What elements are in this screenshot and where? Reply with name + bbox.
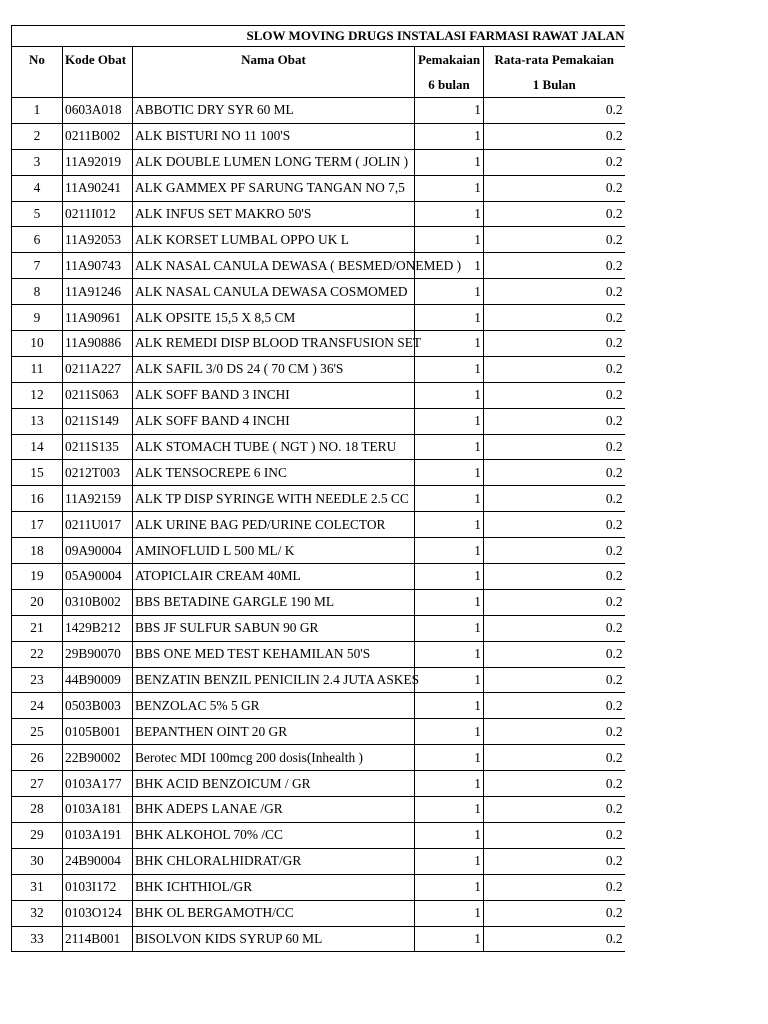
cell-no: 13 xyxy=(12,408,63,434)
cell-nama-obat: ALK NASAL CANULA DEWASA COSMOMED xyxy=(133,279,415,305)
cell-kode-obat: 0211A227 xyxy=(63,356,133,382)
cell-rata-rata: 0.2 xyxy=(484,201,625,227)
cell-no: 1 xyxy=(12,98,63,124)
table-row xyxy=(12,253,625,279)
cell-kode-obat: 0211U017 xyxy=(63,512,133,538)
table-row xyxy=(12,771,625,797)
cell-nama-obat: ALK GAMMEX PF SARUNG TANGAN NO 7,5 xyxy=(133,175,415,201)
cell-kode-obat: 11A90241 xyxy=(63,175,133,201)
cell-rata-rata: 0.2 xyxy=(484,149,625,175)
cell-rata-rata: 0.2 xyxy=(484,279,625,305)
cell-kode-obat: 2114B001 xyxy=(63,926,133,952)
table-row xyxy=(12,745,625,771)
cell-nama-obat: BEPANTHEN OINT 20 GR xyxy=(133,719,415,745)
cell-kode-obat: 24B90004 xyxy=(63,848,133,874)
cell-pemakaian: 1 xyxy=(415,227,484,253)
cell-no: 30 xyxy=(12,848,63,874)
table-row xyxy=(12,175,625,201)
cell-no: 6 xyxy=(12,227,63,253)
cell-nama-obat: ALK KORSET LUMBAL OPPO UK L xyxy=(133,227,415,253)
cell-nama-obat: BBS BETADINE GARGLE 190 ML xyxy=(133,589,415,615)
cell-rata-rata: 0.2 xyxy=(484,175,625,201)
table-row xyxy=(12,123,625,149)
cell-kode-obat: 0211S135 xyxy=(63,434,133,460)
cell-pemakaian: 1 xyxy=(415,771,484,797)
cell-kode-obat: 0603A018 xyxy=(63,98,133,124)
cell-kode-obat: 0211I012 xyxy=(63,201,133,227)
table-row xyxy=(12,460,625,486)
cell-nama-obat: ALK OPSITE 15,5 X 8,5 CM xyxy=(133,305,415,331)
cell-no: 24 xyxy=(12,693,63,719)
cell-kode-obat: 0211S149 xyxy=(63,408,133,434)
table-row xyxy=(12,408,625,434)
cell-rata-rata: 0.2 xyxy=(484,486,625,512)
table-row xyxy=(12,538,625,564)
cell-rata-rata: 0.2 xyxy=(484,822,625,848)
cell-pemakaian: 1 xyxy=(415,797,484,823)
cell-rata-rata: 0.2 xyxy=(484,564,625,590)
table-row xyxy=(12,822,625,848)
cell-rata-rata: 0.2 xyxy=(484,719,625,745)
header-pemakaian-period: 6 bulan xyxy=(415,73,484,98)
cell-nama-obat: ALK INFUS SET MAKRO 50'S xyxy=(133,201,415,227)
cell-pemakaian: 1 xyxy=(415,641,484,667)
cell-pemakaian: 1 xyxy=(415,564,484,590)
table-row xyxy=(12,279,625,305)
cell-no: 28 xyxy=(12,797,63,823)
header-rata-period: 1 Bulan xyxy=(484,73,625,98)
cell-no: 9 xyxy=(12,305,63,331)
cell-rata-rata: 0.2 xyxy=(484,227,625,253)
cell-rata-rata: 0.2 xyxy=(484,512,625,538)
cell-nama-obat: ATOPICLAIR CREAM 40ML xyxy=(133,564,415,590)
cell-nama-obat: ALK SOFF BAND 3 INCHI xyxy=(133,382,415,408)
cell-rata-rata: 0.2 xyxy=(484,615,625,641)
cell-no: 5 xyxy=(12,201,63,227)
cell-pemakaian: 1 xyxy=(415,926,484,952)
cell-kode-obat: 0310B002 xyxy=(63,589,133,615)
table-row xyxy=(12,486,625,512)
table-row xyxy=(12,305,625,331)
cell-kode-obat: 22B90002 xyxy=(63,745,133,771)
cell-kode-obat: 44B90009 xyxy=(63,667,133,693)
cell-pemakaian: 1 xyxy=(415,693,484,719)
cell-kode-obat: 11A90961 xyxy=(63,305,133,331)
cell-pemakaian: 1 xyxy=(415,279,484,305)
cell-nama-obat: BENZATIN BENZIL PENICILIN 2.4 JUTA ASKES xyxy=(133,667,415,693)
header-rata-rata: Rata-rata Pemakaian xyxy=(484,47,625,74)
table-row xyxy=(12,331,625,357)
cell-nama-obat: BISOLVON KIDS SYRUP 60 ML xyxy=(133,926,415,952)
cell-pemakaian: 1 xyxy=(415,822,484,848)
cell-no: 23 xyxy=(12,667,63,693)
cell-pemakaian: 1 xyxy=(415,460,484,486)
cell-nama-obat: ALK SAFIL 3/0 DS 24 ( 70 CM ) 36'S xyxy=(133,356,415,382)
header-nama-obat: Nama Obat xyxy=(133,47,415,74)
cell-nama-obat: Berotec MDI 100mcg 200 dosis(Inhealth ) xyxy=(133,745,415,771)
cell-rata-rata: 0.2 xyxy=(484,926,625,952)
cell-no: 3 xyxy=(12,149,63,175)
table-row xyxy=(12,797,625,823)
cell-rata-rata: 0.2 xyxy=(484,356,625,382)
cell-pemakaian: 1 xyxy=(415,538,484,564)
cell-no: 11 xyxy=(12,356,63,382)
cell-pemakaian: 1 xyxy=(415,434,484,460)
table-row xyxy=(12,356,625,382)
table-title: SLOW MOVING DRUGS INSTALASI FARMASI RAWAT JALAN xyxy=(12,26,625,47)
cell-pemakaian: 1 xyxy=(415,848,484,874)
cell-pemakaian: 1 xyxy=(415,98,484,124)
cell-kode-obat: 0212T003 xyxy=(63,460,133,486)
cell-nama-obat: ALK SOFF BAND 4 INCHI xyxy=(133,408,415,434)
cell-kode-obat: 1429B212 xyxy=(63,615,133,641)
cell-pemakaian: 1 xyxy=(415,331,484,357)
table-row xyxy=(12,693,625,719)
table-row xyxy=(12,149,625,175)
cell-no: 26 xyxy=(12,745,63,771)
cell-no: 2 xyxy=(12,123,63,149)
cell-nama-obat: BBS ONE MED TEST KEHAMILAN 50'S xyxy=(133,641,415,667)
cell-pemakaian: 1 xyxy=(415,175,484,201)
cell-pemakaian: 1 xyxy=(415,589,484,615)
cell-pemakaian: 1 xyxy=(415,719,484,745)
cell-rata-rata: 0.2 xyxy=(484,123,625,149)
cell-nama-obat: ALK NASAL CANULA DEWASA ( BESMED/ONEMED ) xyxy=(133,253,415,279)
cell-rata-rata: 0.2 xyxy=(484,848,625,874)
cell-rata-rata: 0.2 xyxy=(484,434,625,460)
cell-no: 33 xyxy=(12,926,63,952)
table-row xyxy=(12,667,625,693)
cell-no: 19 xyxy=(12,564,63,590)
cell-rata-rata: 0.2 xyxy=(484,253,625,279)
cell-pemakaian: 1 xyxy=(415,900,484,926)
header-pemakaian: Pemakaian xyxy=(415,47,484,74)
cell-pemakaian: 1 xyxy=(415,123,484,149)
table-row xyxy=(12,227,625,253)
cell-pemakaian: 1 xyxy=(415,408,484,434)
cell-rata-rata: 0.2 xyxy=(484,874,625,900)
table-row xyxy=(12,926,625,952)
cell-nama-obat: BBS JF SULFUR SABUN 90 GR xyxy=(133,615,415,641)
cell-no: 31 xyxy=(12,874,63,900)
cell-no: 4 xyxy=(12,175,63,201)
cell-rata-rata: 0.2 xyxy=(484,331,625,357)
table-row xyxy=(12,98,625,124)
cell-nama-obat: AMINOFLUID L 500 ML/ K xyxy=(133,538,415,564)
cell-kode-obat: 11A92019 xyxy=(63,149,133,175)
cell-no: 27 xyxy=(12,771,63,797)
cell-nama-obat: ALK URINE BAG PED/URINE COLECTOR xyxy=(133,512,415,538)
cell-rata-rata: 0.2 xyxy=(484,408,625,434)
spreadsheet xyxy=(11,25,624,952)
cell-no: 12 xyxy=(12,382,63,408)
cell-no: 22 xyxy=(12,641,63,667)
cell-rata-rata: 0.2 xyxy=(484,305,625,331)
cell-nama-obat: BHK ICHTHIOL/GR xyxy=(133,874,415,900)
table-row xyxy=(12,719,625,745)
table-row xyxy=(12,201,625,227)
header-no: No xyxy=(12,47,63,74)
cell-nama-obat: ALK REMEDI DISP BLOOD TRANSFUSION SET xyxy=(133,331,415,357)
cell-no: 21 xyxy=(12,615,63,641)
cell-kode-obat: 0103O124 xyxy=(63,900,133,926)
cell-pemakaian: 1 xyxy=(415,486,484,512)
table-row xyxy=(12,434,625,460)
cell-rata-rata: 0.2 xyxy=(484,98,625,124)
cell-nama-obat: ALK DOUBLE LUMEN LONG TERM ( JOLIN ) xyxy=(133,149,415,175)
table-row xyxy=(12,512,625,538)
cell-rata-rata: 0.2 xyxy=(484,589,625,615)
cell-kode-obat: 0103A181 xyxy=(63,797,133,823)
table-row xyxy=(12,589,625,615)
cell-no: 18 xyxy=(12,538,63,564)
cell-rata-rata: 0.2 xyxy=(484,693,625,719)
table-row xyxy=(12,641,625,667)
cell-no: 29 xyxy=(12,822,63,848)
cell-nama-obat: BHK OL BERGAMOTH/CC xyxy=(133,900,415,926)
cell-pemakaian: 1 xyxy=(415,615,484,641)
cell-rata-rata: 0.2 xyxy=(484,797,625,823)
cell-no: 20 xyxy=(12,589,63,615)
cell-kode-obat: 0211S063 xyxy=(63,382,133,408)
cell-no: 10 xyxy=(12,331,63,357)
cell-kode-obat: 0103I172 xyxy=(63,874,133,900)
cell-pemakaian: 1 xyxy=(415,305,484,331)
cell-nama-obat: ALK BISTURI NO 11 100'S xyxy=(133,123,415,149)
cell-no: 17 xyxy=(12,512,63,538)
cell-nama-obat: ALK STOMACH TUBE ( NGT ) NO. 18 TERU xyxy=(133,434,415,460)
cell-kode-obat: 05A90004 xyxy=(63,564,133,590)
cell-kode-obat: 29B90070 xyxy=(63,641,133,667)
cell-rata-rata: 0.2 xyxy=(484,900,625,926)
cell-pemakaian: 1 xyxy=(415,667,484,693)
cell-pemakaian: 1 xyxy=(415,356,484,382)
cell-no: 8 xyxy=(12,279,63,305)
cell-kode-obat: 0103A191 xyxy=(63,822,133,848)
cell-pemakaian: 1 xyxy=(415,149,484,175)
header-no-cont xyxy=(12,73,63,98)
cell-nama-obat: BHK CHLORALHIDRAT/GR xyxy=(133,848,415,874)
table-body xyxy=(12,98,625,952)
cell-rata-rata: 0.2 xyxy=(484,460,625,486)
cell-kode-obat: 0503B003 xyxy=(63,693,133,719)
cell-rata-rata: 0.2 xyxy=(484,382,625,408)
table-row xyxy=(12,848,625,874)
cell-rata-rata: 0.2 xyxy=(484,538,625,564)
cell-pemakaian: 1 xyxy=(415,253,484,279)
slow-moving-drugs-table xyxy=(11,25,625,952)
cell-nama-obat: BHK ADEPS LANAE /GR xyxy=(133,797,415,823)
cell-kode-obat: 11A92159 xyxy=(63,486,133,512)
cell-nama-obat: ALK TP DISP SYRINGE WITH NEEDLE 2.5 CC xyxy=(133,486,415,512)
cell-rata-rata: 0.2 xyxy=(484,667,625,693)
cell-pemakaian: 1 xyxy=(415,201,484,227)
cell-nama-obat: ABBOTIC DRY SYR 60 ML xyxy=(133,98,415,124)
cell-nama-obat: ALK TENSOCREPE 6 INC xyxy=(133,460,415,486)
cell-kode-obat: 11A90886 xyxy=(63,331,133,357)
cell-no: 16 xyxy=(12,486,63,512)
header-kode-cont xyxy=(63,73,133,98)
table-row xyxy=(12,382,625,408)
cell-no: 15 xyxy=(12,460,63,486)
table-row xyxy=(12,900,625,926)
cell-rata-rata: 0.2 xyxy=(484,771,625,797)
cell-kode-obat: 09A90004 xyxy=(63,538,133,564)
cell-kode-obat: 0211B002 xyxy=(63,123,133,149)
cell-rata-rata: 0.2 xyxy=(484,641,625,667)
cell-kode-obat: 0103A177 xyxy=(63,771,133,797)
cell-kode-obat: 0105B001 xyxy=(63,719,133,745)
header-kode-obat: Kode Obat xyxy=(63,47,133,74)
cell-no: 7 xyxy=(12,253,63,279)
cell-nama-obat: BENZOLAC 5% 5 GR xyxy=(133,693,415,719)
cell-kode-obat: 11A90743 xyxy=(63,253,133,279)
cell-pemakaian: 1 xyxy=(415,874,484,900)
cell-nama-obat: BHK ALKOHOL 70% /CC xyxy=(133,822,415,848)
cell-no: 32 xyxy=(12,900,63,926)
cell-pemakaian: 1 xyxy=(415,382,484,408)
cell-pemakaian: 1 xyxy=(415,512,484,538)
table-row xyxy=(12,615,625,641)
header-nama-cont xyxy=(133,73,415,98)
cell-no: 25 xyxy=(12,719,63,745)
cell-nama-obat: BHK ACID BENZOICUM / GR xyxy=(133,771,415,797)
table-row xyxy=(12,874,625,900)
cell-no: 14 xyxy=(12,434,63,460)
cell-pemakaian: 1 xyxy=(415,745,484,771)
cell-kode-obat: 11A91246 xyxy=(63,279,133,305)
table-row xyxy=(12,564,625,590)
cell-rata-rata: 0.2 xyxy=(484,745,625,771)
cell-kode-obat: 11A92053 xyxy=(63,227,133,253)
